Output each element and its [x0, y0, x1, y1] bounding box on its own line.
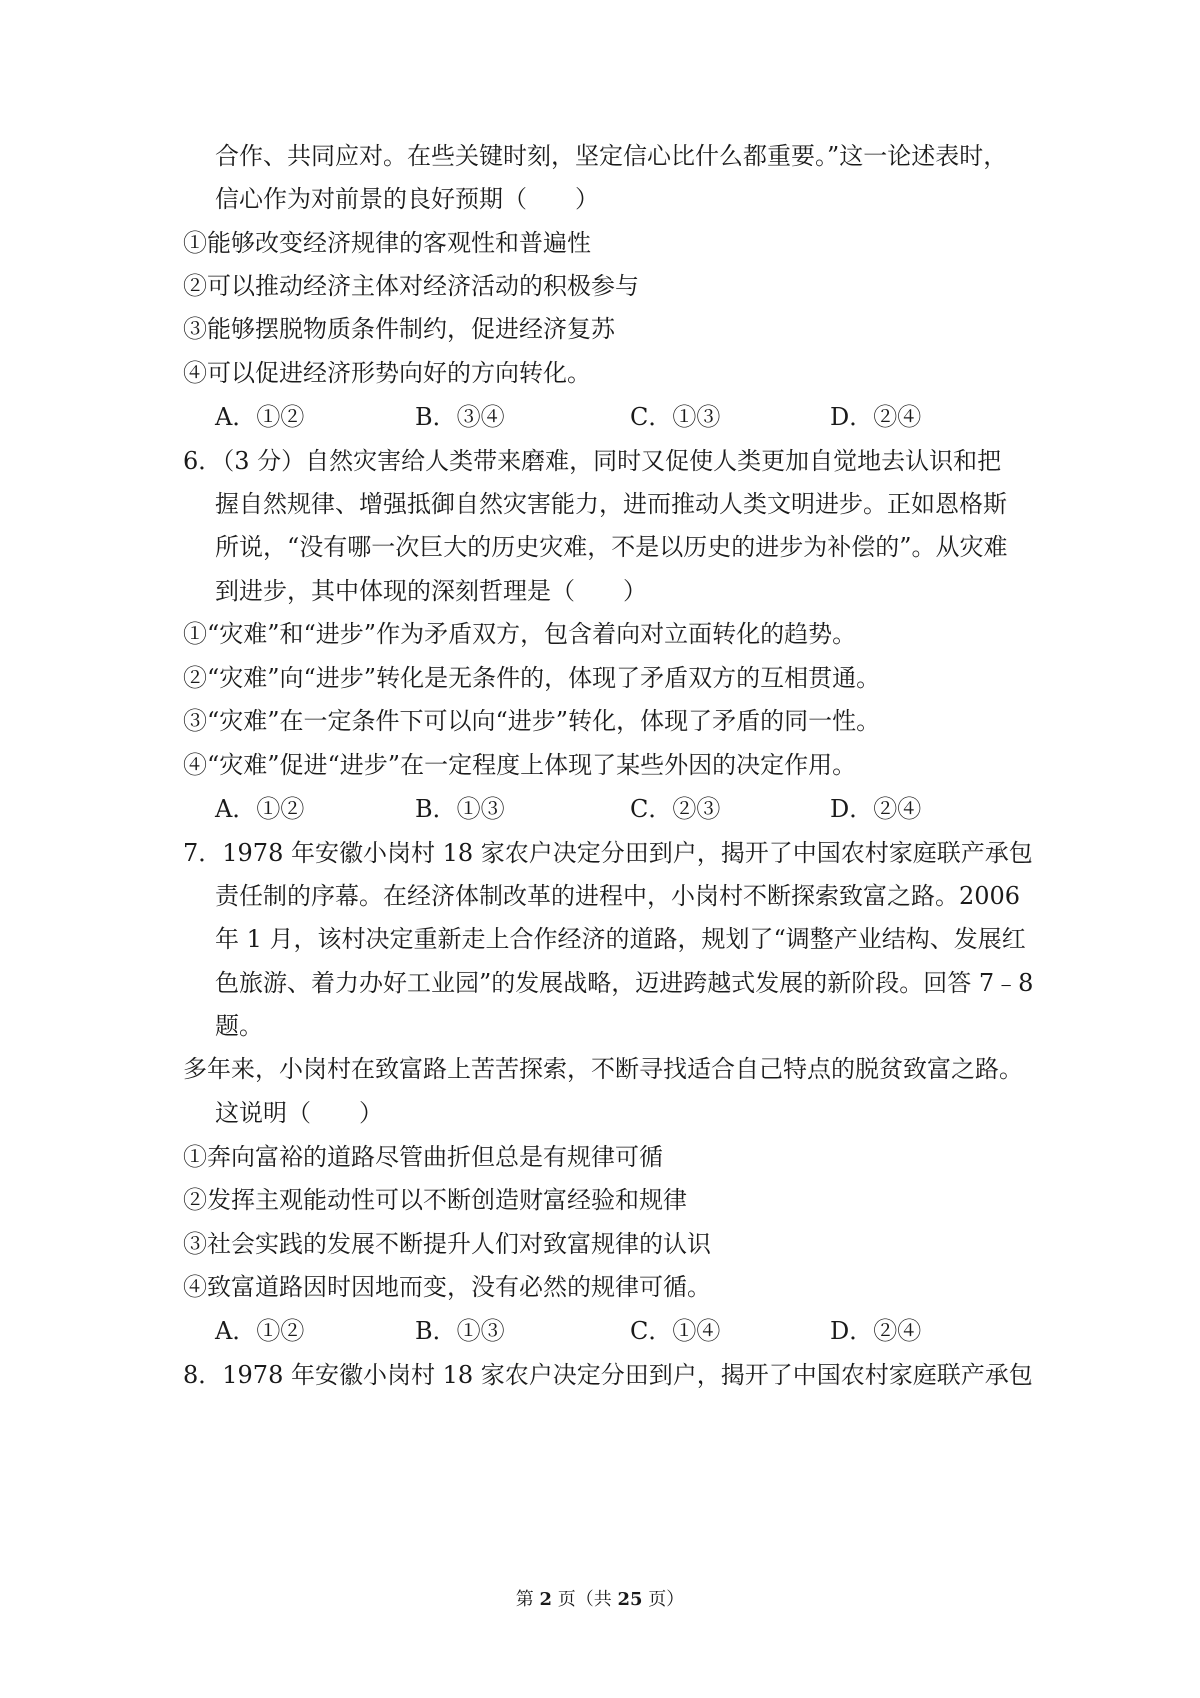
q5-item: ②可以推动经济主体对经济活动的积极参与 [183, 272, 639, 300]
q5-item: ③能够摆脱物质条件制约，促进经济复苏 [183, 315, 615, 343]
q7-sub-line: 这说明（ ） [215, 1099, 383, 1127]
q6-stem-line: 握自然规律、增强抵御自然灾害能力，进而推动人类文明进步。正如恩格斯 [215, 490, 1007, 518]
page-footer [0, 1588, 1200, 1612]
q6-item: ②“灾难”向“进步”转化是无条件的，体现了矛盾双方的互相贯通。 [183, 664, 881, 692]
q7-stem-line: 题。 [215, 1012, 263, 1040]
q6-item: ①“灾难”和“进步”作为矛盾双方，包含着向对立面转化的趋势。 [183, 620, 857, 648]
q7-stem-line: 年 1 月，该村决定重新走上合作经济的道路，规划了“调整产业结构、发展红 [215, 925, 1026, 953]
option-a: A．①② [215, 795, 305, 823]
q5-stem-line: 信心作为对前景的良好预期（ ） [215, 185, 599, 213]
option-c: C．①④ [630, 1317, 721, 1345]
q7-sub-line: 多年来，小岗村在致富路上苦苦探索，不断寻找适合自己特点的脱贫致富之路。 [183, 1055, 1023, 1083]
q7-item: ②发挥主观能动性可以不断创造财富经验和规律 [183, 1186, 687, 1214]
q6-options [215, 793, 1095, 825]
option-c: C．②③ [630, 795, 721, 823]
q7-stem-line: 色旅游、着力办好工业园”的发展战略，迈进跨越式发展的新阶段。回答 7﹣8 [215, 969, 1034, 997]
q6-item: ③“灾难”在一定条件下可以向“进步”转化，体现了矛盾的同一性。 [183, 707, 881, 735]
option-c: C．①③ [630, 403, 721, 431]
option-d: D．②④ [830, 403, 922, 431]
option-b: B．①③ [415, 795, 505, 823]
q7-item: ③社会实践的发展不断提升人们对致富规律的认识 [183, 1230, 711, 1258]
footer-middle: 页（共 [552, 1589, 618, 1610]
q6-stem-line: 到进步，其中体现的深刻哲理是（ ） [215, 577, 647, 605]
option-a: A．①② [215, 1317, 305, 1345]
q5-stem-line: 合作、共同应对。在些关键时刻，坚定信心比什么都重要。”这一论述表时， [215, 142, 1008, 170]
option-d: D．②④ [830, 795, 922, 823]
page-number: 2 [539, 1589, 552, 1610]
total-pages: 25 [617, 1589, 643, 1610]
option-d: D．②④ [830, 1317, 922, 1345]
q7-options [215, 1315, 1095, 1347]
q6-stem-line: 6．（3 分）自然灾害给人类带来磨难，同时又促使人类更加自觉地去认识和把 [183, 447, 1002, 475]
q5-options [215, 401, 1095, 433]
q5-item: ①能够改变经济规律的客观性和普遍性 [183, 229, 591, 257]
q7-item: ④致富道路因时因地而变，没有必然的规律可循。 [183, 1273, 711, 1301]
q6-stem-line: 所说，“没有哪一次巨大的历史灾难，不是以历史的进步为补偿的”。从灾难 [215, 533, 1008, 561]
q7-stem-line: 7．1978 年安徽小岗村 18 家农户决定分田到户，揭开了中国农村家庭联产承包 [183, 839, 1033, 867]
footer-prefix: 第 [515, 1589, 540, 1610]
option-a: A．①② [215, 403, 305, 431]
footer-suffix: 页） [642, 1589, 685, 1610]
q7-item: ①奔向富裕的道路尽管曲折但总是有规律可循 [183, 1143, 663, 1171]
option-b: B．③④ [415, 403, 505, 431]
q8-stem-line: 8．1978 年安徽小岗村 18 家农户决定分田到户，揭开了中国农村家庭联产承包 [183, 1361, 1033, 1389]
q5-item: ④可以促进经济形势向好的方向转化。 [183, 359, 591, 387]
q6-item: ④“灾难”促进“进步”在一定程度上体现了某些外因的决定作用。 [183, 751, 857, 779]
option-b: B．①③ [415, 1317, 505, 1345]
q7-stem-line: 责任制的序幕。在经济体制改革的进程中，小岗村不断探索致富之路。2006 [215, 882, 1021, 910]
